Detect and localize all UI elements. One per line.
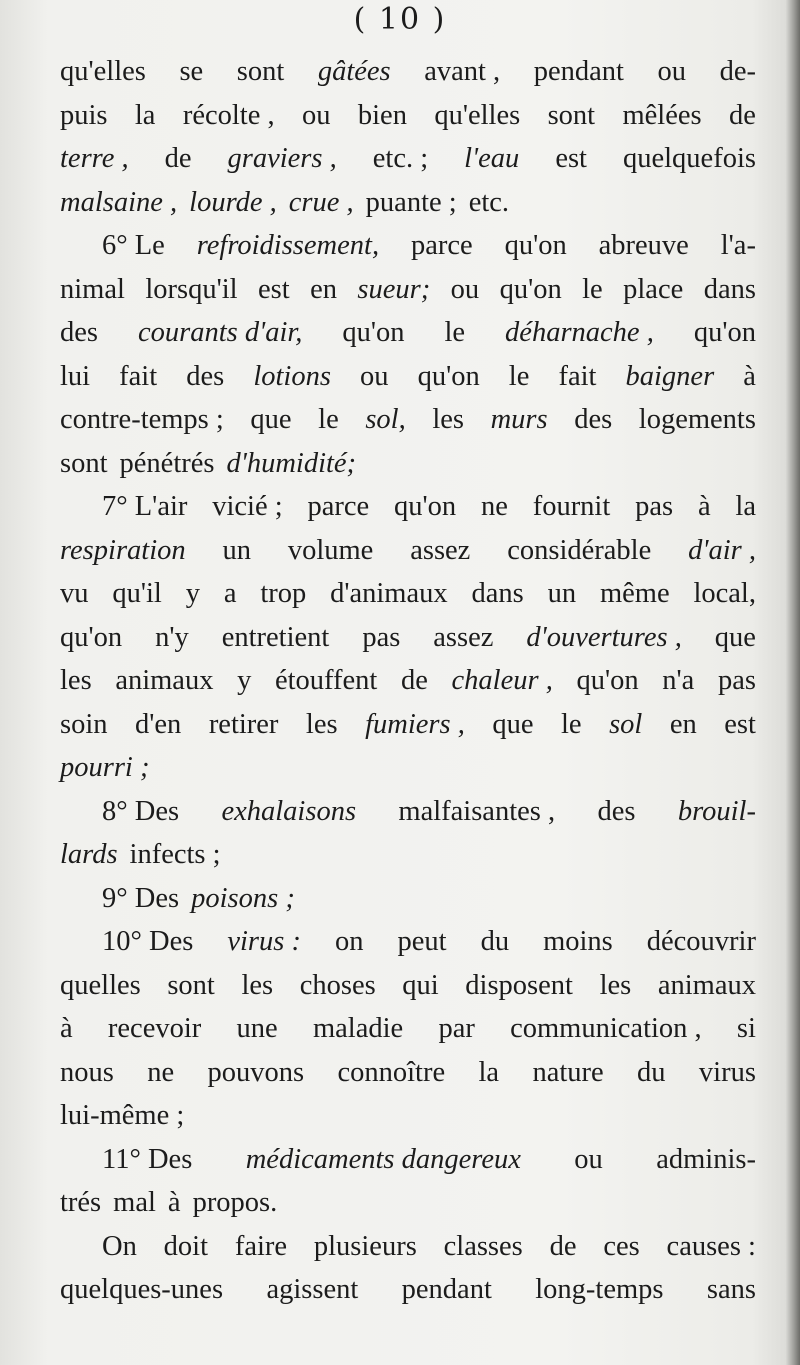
italic-word: refroidissement, xyxy=(196,230,380,261)
italic-word: virus : xyxy=(227,926,301,957)
word: de xyxy=(400,665,428,696)
italic-word: sol xyxy=(609,708,643,740)
word: d'en xyxy=(135,708,182,740)
word: causes : xyxy=(666,1230,756,1262)
word: choses xyxy=(299,969,376,1001)
italic-term xyxy=(678,790,756,834)
italic-word: déharnache , xyxy=(505,317,654,348)
word: animaux xyxy=(657,969,756,1001)
italic-word: murs xyxy=(490,404,548,435)
word: nature xyxy=(532,1056,604,1088)
word: mêlées xyxy=(622,99,702,131)
word: volume xyxy=(287,534,374,566)
italic-word: graviers , xyxy=(227,143,337,174)
word: 10° Des xyxy=(102,926,194,957)
italic-word: crue , xyxy=(288,186,354,218)
word: fournit xyxy=(532,491,611,522)
word: qu'on xyxy=(499,273,562,305)
word: dans xyxy=(703,273,756,305)
word: des xyxy=(60,317,98,348)
word: malfaisantes , xyxy=(398,795,556,827)
text-line xyxy=(60,833,756,877)
text-line xyxy=(60,1268,756,1312)
italic-term xyxy=(246,1138,521,1182)
word: On xyxy=(102,1230,137,1262)
word: l'a- xyxy=(720,230,756,261)
word: qui xyxy=(402,969,439,1001)
italic-word: d'air , xyxy=(688,534,756,566)
word: logements xyxy=(638,404,756,435)
italic-word: terre , xyxy=(60,143,129,174)
page-edge-shadow xyxy=(786,0,800,1365)
word: avant , xyxy=(424,56,501,87)
italic-term xyxy=(253,355,331,399)
word: 8° Des xyxy=(102,795,180,827)
word: que xyxy=(492,708,534,740)
word: ou xyxy=(360,360,389,392)
word: moins xyxy=(543,926,613,957)
word: pendant xyxy=(401,1274,492,1305)
word: nimal xyxy=(60,273,125,305)
word: récolte , xyxy=(182,99,275,131)
word: faire xyxy=(234,1230,288,1262)
text-line xyxy=(60,964,756,1008)
word: la xyxy=(735,491,756,522)
word: le xyxy=(444,317,466,348)
word: vicié ; xyxy=(212,491,283,522)
italic-term xyxy=(505,311,654,355)
word: en xyxy=(669,708,697,740)
word: bien xyxy=(357,99,407,131)
word: nous xyxy=(60,1056,114,1088)
word: y xyxy=(185,578,200,609)
word: entretient xyxy=(221,621,330,653)
text-line xyxy=(60,529,756,573)
italic-term xyxy=(60,181,177,225)
text-line xyxy=(60,659,756,703)
word: pouvons xyxy=(207,1056,305,1088)
word: place xyxy=(623,273,684,305)
text-line xyxy=(60,398,756,442)
word: découvrir xyxy=(646,926,756,957)
word: les xyxy=(432,404,464,435)
italic-term xyxy=(228,137,337,181)
word: animaux xyxy=(115,665,214,696)
word: ne xyxy=(147,1056,175,1088)
word: assez xyxy=(410,534,471,566)
word: lui-même ; xyxy=(60,1100,185,1131)
italic-word: sol, xyxy=(365,404,406,435)
word: quelquefois xyxy=(622,143,756,174)
word: à xyxy=(743,360,756,392)
italic-term xyxy=(227,920,301,964)
italic-term xyxy=(60,833,118,877)
word: par xyxy=(438,1013,475,1044)
word: classes xyxy=(443,1230,523,1262)
italic-term xyxy=(289,181,354,225)
word: parce xyxy=(410,230,473,261)
word: ou xyxy=(450,273,480,305)
word: est xyxy=(257,273,290,305)
italic-word: courants d'air, xyxy=(137,317,303,348)
text-line xyxy=(60,1225,756,1269)
italic-term xyxy=(491,398,548,442)
italic-term xyxy=(688,529,756,573)
word: sont xyxy=(236,56,285,87)
word: des xyxy=(574,404,613,435)
word: connoître xyxy=(337,1056,446,1088)
word: sont xyxy=(167,969,215,1001)
word: à xyxy=(167,1187,181,1218)
word: plusieurs xyxy=(313,1230,417,1262)
word: la xyxy=(134,99,156,131)
word: mal xyxy=(113,1187,156,1218)
word: vu xyxy=(60,578,89,609)
word: dans xyxy=(471,578,524,609)
italic-term xyxy=(60,137,129,181)
word: un xyxy=(222,534,251,566)
word: trés xyxy=(60,1187,102,1218)
italic-word: sueur; xyxy=(357,273,431,305)
italic-term xyxy=(357,268,430,312)
text-line xyxy=(60,790,756,834)
text-line xyxy=(60,1094,756,1138)
word: quelles xyxy=(60,969,141,1001)
word: adminis- xyxy=(656,1143,756,1175)
word: contre-temps ; xyxy=(60,404,224,435)
word: sans xyxy=(706,1274,756,1305)
word: est xyxy=(555,143,587,174)
word: infects ; xyxy=(129,839,221,870)
word: la xyxy=(478,1056,500,1088)
text-line xyxy=(60,1138,756,1182)
text-line xyxy=(60,181,756,225)
word: peut xyxy=(397,926,447,957)
word: 9° Des xyxy=(102,882,180,914)
word: que xyxy=(250,404,292,435)
word: pas xyxy=(717,665,756,696)
italic-word: d'humidité; xyxy=(226,447,357,479)
word: parce xyxy=(307,491,370,522)
word: est xyxy=(724,708,756,740)
word: long-temps xyxy=(535,1274,664,1305)
word: 11° Des xyxy=(102,1143,193,1175)
italic-word: brouil- xyxy=(677,795,756,827)
word: pénétrés xyxy=(119,447,215,479)
word: étouffent xyxy=(274,665,378,696)
word: puante ; xyxy=(365,186,457,218)
italic-word: gâtées xyxy=(317,56,391,87)
word: qu'il xyxy=(112,578,162,609)
italic-word: médicaments dangereux xyxy=(245,1143,521,1175)
word: qu'on xyxy=(342,317,405,348)
italic-term xyxy=(626,355,715,399)
word: le xyxy=(582,273,603,305)
word: le xyxy=(318,404,339,435)
word: assez xyxy=(433,621,494,653)
word: lui xyxy=(60,360,91,392)
word: de xyxy=(549,1230,577,1262)
italic-term xyxy=(138,311,302,355)
word: même xyxy=(599,578,670,609)
body-text xyxy=(60,50,756,1312)
word: pendant xyxy=(533,56,624,87)
text-line xyxy=(60,268,756,312)
word: communication , xyxy=(510,1013,702,1044)
word: 7° L'air xyxy=(102,491,188,522)
word: le xyxy=(508,360,530,392)
word: sont xyxy=(547,99,596,131)
italic-word: malsaine , xyxy=(60,186,178,218)
text-line xyxy=(60,94,756,138)
word: du xyxy=(637,1056,666,1088)
text-line xyxy=(60,703,756,747)
word: ne xyxy=(480,491,508,522)
italic-term xyxy=(452,659,553,703)
word: abreuve xyxy=(598,230,689,261)
word: trop xyxy=(260,578,307,609)
italic-word: l'eau xyxy=(464,143,520,174)
word: a xyxy=(223,578,237,609)
italic-word: chaleur , xyxy=(451,665,553,696)
italic-term xyxy=(197,224,379,268)
word: les xyxy=(60,665,92,696)
word: recevoir xyxy=(107,1013,202,1044)
word: qu'on xyxy=(693,317,756,348)
word: du xyxy=(480,926,510,957)
italic-word: lotions xyxy=(253,360,331,392)
word: fait xyxy=(119,360,158,392)
italic-term xyxy=(526,616,681,660)
word: on xyxy=(334,926,364,957)
italic-word: d'ouvertures , xyxy=(526,621,682,653)
italic-term xyxy=(609,703,642,747)
text-line xyxy=(60,442,756,486)
italic-word: baigner xyxy=(625,360,715,392)
word: d'animaux xyxy=(330,578,448,609)
italic-term xyxy=(365,703,465,747)
text-line xyxy=(60,1051,756,1095)
word: des xyxy=(597,795,636,827)
text-line xyxy=(60,920,756,964)
word: ou xyxy=(657,56,687,87)
italic-term xyxy=(221,790,356,834)
word: propos. xyxy=(192,1187,278,1218)
word: de- xyxy=(719,56,756,87)
word: qu'elles xyxy=(434,99,521,131)
word: les xyxy=(241,969,274,1001)
text-line xyxy=(60,616,756,660)
word: local, xyxy=(693,578,756,609)
word: quelques-unes xyxy=(60,1274,224,1305)
italic-word: lards xyxy=(60,839,118,870)
italic-term xyxy=(318,50,391,94)
italic-term xyxy=(60,746,149,790)
word: lorsqu'il xyxy=(145,273,238,305)
italic-term xyxy=(464,137,519,181)
italic-term xyxy=(189,181,277,225)
italic-word: poisons ; xyxy=(191,882,295,914)
text-line xyxy=(60,485,756,529)
word: qu'elles xyxy=(60,56,146,87)
word: si xyxy=(736,1013,756,1044)
word: considérable xyxy=(507,534,652,566)
italic-word: lourde , xyxy=(189,186,277,218)
word: les xyxy=(599,969,632,1001)
text-line xyxy=(60,355,756,399)
word: qu'on xyxy=(60,621,123,653)
word: de xyxy=(728,99,756,131)
text-line xyxy=(60,137,756,181)
word: doit xyxy=(163,1230,209,1262)
word: pas xyxy=(635,491,674,522)
word: le xyxy=(561,708,582,740)
italic-term xyxy=(191,877,295,921)
word: ou xyxy=(574,1143,603,1175)
italic-word: fumiers , xyxy=(365,708,465,740)
word: les xyxy=(305,708,338,740)
word: ou xyxy=(302,99,331,131)
italic-term xyxy=(60,529,186,573)
word: sont xyxy=(60,447,108,479)
word: un xyxy=(547,578,577,609)
text-line xyxy=(60,50,756,94)
word: agissent xyxy=(266,1274,359,1305)
italic-term xyxy=(365,398,405,442)
word: une xyxy=(236,1013,278,1044)
text-line xyxy=(60,877,756,921)
word: puis xyxy=(60,99,108,131)
word: etc. ; xyxy=(372,143,429,174)
word: qu'on xyxy=(394,491,457,522)
word: retirer xyxy=(208,708,279,740)
word: soin xyxy=(60,708,108,740)
text-line xyxy=(60,572,756,616)
text-line xyxy=(60,224,756,268)
word: disposent xyxy=(465,969,573,1001)
word: de xyxy=(164,143,192,174)
word: se xyxy=(179,56,204,87)
word: virus xyxy=(698,1056,756,1088)
word: y xyxy=(237,665,252,696)
word: n'y xyxy=(155,621,189,653)
word: en xyxy=(310,273,337,305)
word: fait xyxy=(558,360,597,392)
word: des xyxy=(186,360,225,392)
word: etc. xyxy=(468,186,510,218)
italic-word: respiration xyxy=(60,534,186,566)
word: n'a xyxy=(662,665,695,696)
italic-word: pourri ; xyxy=(60,752,150,783)
text-line xyxy=(60,311,756,355)
word: maladie xyxy=(312,1013,404,1044)
word: qu'on xyxy=(504,230,567,261)
text-line xyxy=(60,746,756,790)
word: à xyxy=(60,1013,73,1044)
text-line xyxy=(60,1181,756,1225)
text-line xyxy=(60,1007,756,1051)
word: ces xyxy=(603,1230,640,1262)
page-number: ( 10 ) xyxy=(353,2,447,37)
italic-word: exhalaisons xyxy=(221,795,357,827)
word: que xyxy=(714,621,756,653)
word: qu'on xyxy=(417,360,480,392)
word: qu'on xyxy=(576,665,639,696)
word: 6° Le xyxy=(102,230,165,261)
italic-term xyxy=(226,442,356,486)
word: à xyxy=(697,491,711,522)
word: pas xyxy=(362,621,401,653)
